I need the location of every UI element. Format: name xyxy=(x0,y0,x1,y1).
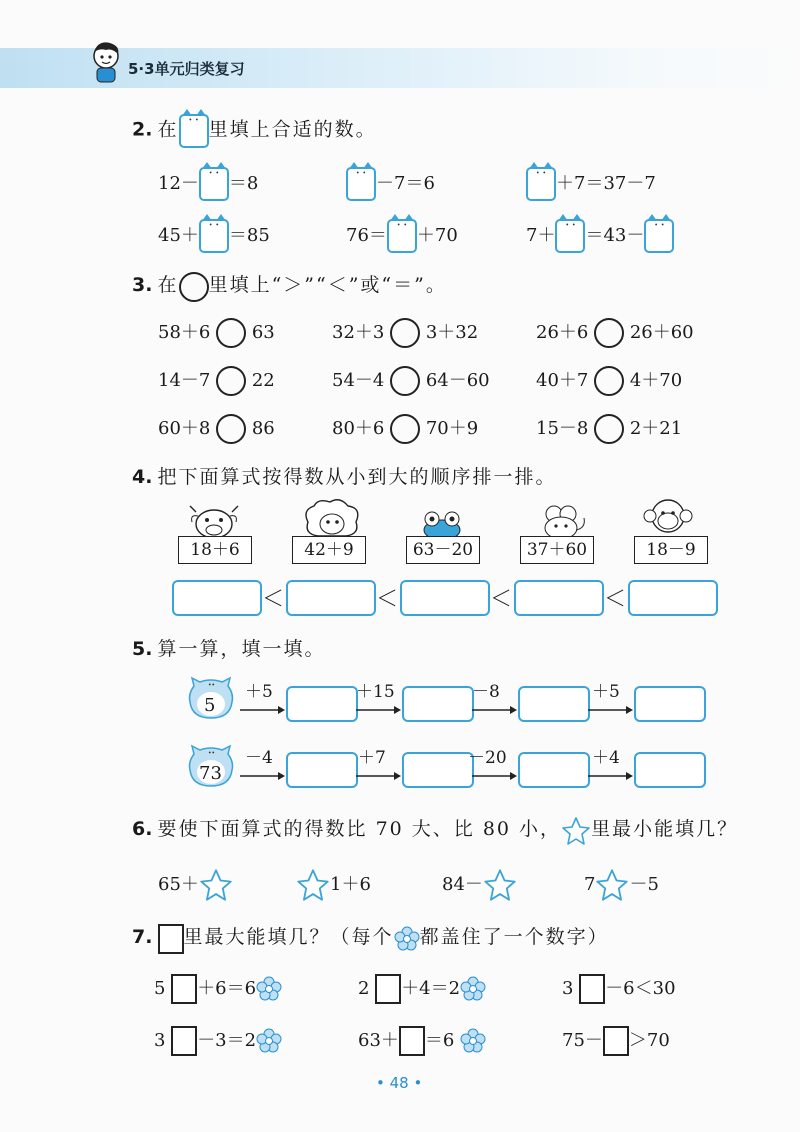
op-label: ＋4 xyxy=(592,748,620,768)
q3-item: 32＋3 3＋32 xyxy=(332,318,478,348)
digit-box[interactable] xyxy=(603,1026,629,1056)
compare-circle[interactable] xyxy=(594,414,624,444)
expr-sign: 18＋6 xyxy=(178,536,252,564)
boy-mascot-icon xyxy=(88,40,124,90)
q4-text: 把下面算式按得数从小到大的顺序排一排。 xyxy=(157,466,557,488)
answer-box[interactable]: •• xyxy=(199,167,229,201)
result-box[interactable] xyxy=(518,686,590,722)
q7-item: 2 ＋4＝2 xyxy=(358,974,486,1004)
compare-circle[interactable] xyxy=(216,366,246,396)
star-answer[interactable] xyxy=(483,868,517,902)
q3-pre: 在 xyxy=(157,274,179,296)
compare-circle[interactable] xyxy=(390,366,420,396)
q7-item: 5 ＋6＝6 xyxy=(154,974,282,1004)
q3-item: 15－8 2＋21 xyxy=(536,414,682,444)
star-icon xyxy=(561,816,591,846)
less-than-sign: ＜ xyxy=(604,587,627,612)
op-label: ＋7 xyxy=(358,748,386,768)
q5-text: 算一算，填一填。 xyxy=(157,638,326,660)
answer-box[interactable]: •• xyxy=(644,219,674,253)
compare-circle[interactable] xyxy=(390,318,420,348)
q7-heading xyxy=(132,922,609,954)
q2-r1-a: 12－ •• ＝8 xyxy=(158,167,258,201)
op-label: －4 xyxy=(245,748,273,768)
op-label: ＋5 xyxy=(245,682,273,702)
result-box[interactable] xyxy=(402,752,474,788)
order-box[interactable] xyxy=(628,580,718,616)
compare-circle[interactable] xyxy=(390,414,420,444)
q3-item: 80＋6 70＋9 xyxy=(332,414,478,444)
q2-heading xyxy=(132,114,377,148)
result-box[interactable] xyxy=(634,686,706,722)
q2-r2-b: 76＝ •• ＋70 xyxy=(346,219,458,253)
digit-box[interactable] xyxy=(579,974,605,1004)
q4-heading xyxy=(132,462,557,489)
op-label: ＋15 xyxy=(356,682,395,702)
order-box[interactable] xyxy=(172,580,262,616)
arrow-icon xyxy=(472,700,518,719)
square-icon xyxy=(158,924,184,954)
arrow-icon xyxy=(588,766,634,785)
compare-circle[interactable] xyxy=(216,318,246,348)
order-box[interactable] xyxy=(400,580,490,616)
q3-item: 54－4 64－60 xyxy=(332,366,490,396)
answer-box[interactable]: •• xyxy=(526,167,556,201)
start-bubble xyxy=(186,744,236,794)
digit-box[interactable] xyxy=(171,974,197,1004)
arrow-icon xyxy=(356,700,402,719)
q2-number: 2. xyxy=(132,118,153,141)
q6-text: 要使下面算式的得数比 70 大、比 80 小， xyxy=(157,818,562,840)
answer-box[interactable]: •• xyxy=(555,219,585,253)
expr-sign: 42＋9 xyxy=(292,536,366,564)
op-label: ＋5 xyxy=(592,682,620,702)
result-box[interactable] xyxy=(286,686,358,722)
q3-item: 60＋8 86 xyxy=(158,414,275,444)
svg-text:••: •• xyxy=(208,750,216,757)
q2-post: 里填上合适的数。 xyxy=(208,118,377,141)
arrow-icon xyxy=(588,700,634,719)
compare-circle[interactable] xyxy=(216,414,246,444)
q7-item: 3 －6＜30 xyxy=(562,974,676,1004)
start-number: 73 xyxy=(199,763,222,784)
q3-item: 40＋7 4＋70 xyxy=(536,366,682,396)
arrow-icon xyxy=(240,700,286,719)
answer-box[interactable]: •• xyxy=(199,219,229,253)
answer-box[interactable]: •• xyxy=(387,219,417,253)
less-than-sign: ＜ xyxy=(376,587,399,612)
digit-box[interactable] xyxy=(375,974,401,1004)
digit-box[interactable] xyxy=(171,1026,197,1056)
order-box[interactable] xyxy=(286,580,376,616)
q7-text: 里最大能填几？（每个 xyxy=(183,926,394,948)
flower-icon xyxy=(460,1028,486,1054)
star-answer[interactable] xyxy=(199,868,233,902)
flower-icon xyxy=(256,1028,282,1054)
q3-item: 58＋6 63 xyxy=(158,318,275,348)
expr-sign: 18－9 xyxy=(634,536,708,564)
q3-item: 26＋6 26＋60 xyxy=(536,318,694,348)
start-number: 5 xyxy=(204,695,216,716)
q6-item: 84－ xyxy=(442,868,517,902)
q3-post: 里填上“＞”“＜”或“＝”。 xyxy=(208,274,447,296)
result-box[interactable] xyxy=(402,686,474,722)
page-number: • 48 • xyxy=(376,1074,423,1092)
star-answer[interactable] xyxy=(595,868,629,902)
flower-icon xyxy=(460,976,486,1002)
q2-r1-b: •• －7＝6 xyxy=(346,167,435,201)
answer-box[interactable]: •• xyxy=(346,167,376,201)
op-label: －20 xyxy=(468,748,507,768)
compare-circle[interactable] xyxy=(594,318,624,348)
start-bubble xyxy=(186,676,236,726)
q7-text2: 都盖住了一个数字） xyxy=(419,926,609,948)
header-title: 5·3单元归类复习 xyxy=(128,60,245,78)
q4-number: 4. xyxy=(132,466,153,488)
q5-heading xyxy=(132,634,326,661)
result-box[interactable] xyxy=(286,752,358,788)
q2-r2-a: 45＋ •• ＝85 xyxy=(158,219,270,253)
q2-pre: 在 xyxy=(157,118,179,141)
q6-text2: 里最小能填几？ xyxy=(591,818,739,840)
arrow-icon xyxy=(240,766,286,785)
q5-number: 5. xyxy=(132,638,153,660)
q2-r2-c: 7＋ •• ＝43－ •• xyxy=(526,219,674,253)
q7-number: 7. xyxy=(132,926,153,948)
order-box[interactable] xyxy=(514,580,604,616)
svg-text:••: •• xyxy=(208,682,216,689)
cat-box-icon: •• xyxy=(179,114,209,148)
q7-item: 75－ ＞70 xyxy=(562,1026,670,1056)
digit-box[interactable] xyxy=(399,1026,425,1056)
less-than-sign: ＜ xyxy=(490,587,513,612)
op-label: －8 xyxy=(472,682,500,702)
q6-item: 1＋6 xyxy=(296,868,371,902)
circle-icon xyxy=(179,272,209,302)
result-box[interactable] xyxy=(634,752,706,788)
q6-item: 7 －5 xyxy=(584,868,659,902)
arrow-icon xyxy=(356,766,402,785)
star-answer[interactable] xyxy=(296,868,330,902)
q2-r1-c: •• ＋7＝37－7 xyxy=(526,167,656,201)
expr-sign: 63－20 xyxy=(406,536,480,564)
q6-number: 6. xyxy=(132,818,153,840)
less-than-sign: ＜ xyxy=(262,587,285,612)
q7-item: 3 －3＝2 xyxy=(154,1026,282,1056)
q6-item: 65＋ xyxy=(158,868,233,902)
flower-icon xyxy=(394,926,420,952)
flower-icon xyxy=(256,976,282,1002)
result-box[interactable] xyxy=(518,752,590,788)
q7-item: 63＋ ＝6 xyxy=(358,1026,486,1056)
q6-heading xyxy=(132,814,738,846)
q3-heading xyxy=(132,270,447,302)
expr-sign: 37＋60 xyxy=(520,536,594,564)
compare-circle[interactable] xyxy=(594,366,624,396)
q3-number: 3. xyxy=(132,274,153,296)
arrow-icon xyxy=(472,766,518,785)
q3-item: 14－7 22 xyxy=(158,366,275,396)
